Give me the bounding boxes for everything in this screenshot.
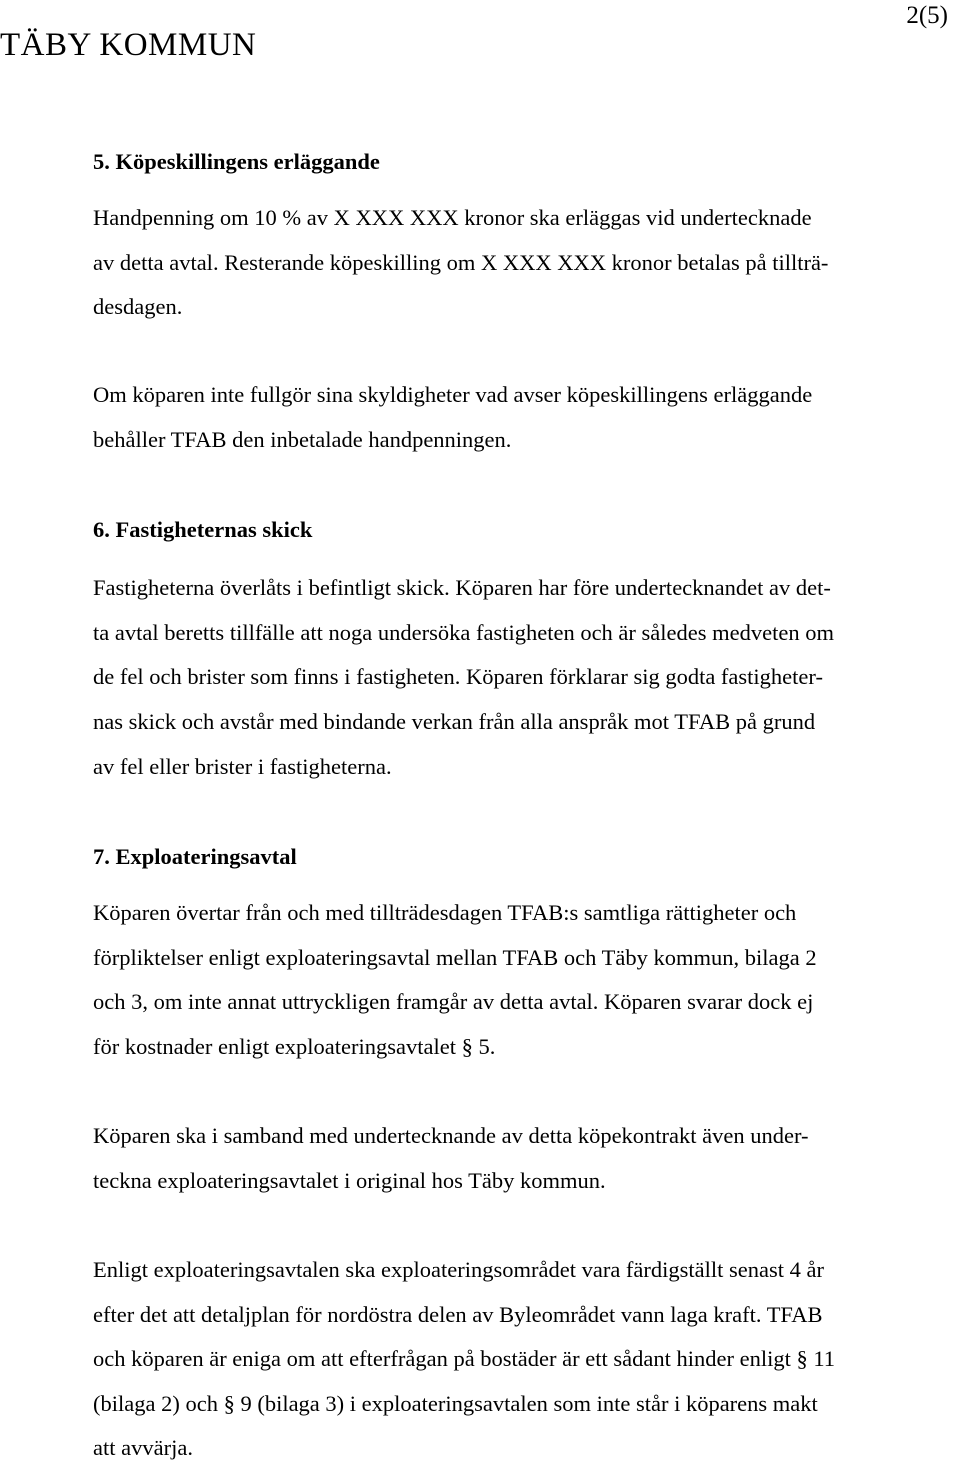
text-line: (bilaga 2) och § 9 (bilaga 3) i exploateringsavtalen som inte står i köparens makt [93,1391,818,1416]
text-line: Köparen övertar från och med tillträdesdagen TFAB:s samtliga rättigheter och [93,900,797,925]
text-line: nas skick och avstår med bindande verkan från alla anspråk mot TFAB på grund [93,709,816,734]
text-line: och 3, om inte annat uttryckligen framgår av detta avtal. Köparen svarar dock ej [93,989,814,1014]
text-line: de fel och brister som finns i fastigheten. Köparen förklarar sig godta fastigheter- [93,664,823,689]
text-line: förpliktelser enligt exploateringsavtal mellan TFAB och Täby kommun, bilaga 2 [93,945,817,970]
text-line: och köparen är eniga om att efterfrågan på bostäder är ett sådant hinder enligt § 11 [93,1346,835,1371]
text-line: för kostnader enligt exploateringsavtalet § 5. [93,1034,496,1059]
text-line: Handpenning om 10 % av X XXX XXX kronor ska erläggas vid undertecknade [93,205,812,230]
text-line: att avvärja. [93,1435,193,1460]
page-number: 2(5) [906,2,948,29]
text-line: av detta avtal. Resterande köpeskilling om X XXX XXX kronor betalas på tillträ- [93,250,829,275]
text-line: Fastigheterna överlåts i befintligt skick. Köparen har före undertecknandet av det- [93,575,831,600]
text-line: teckna exploateringsavtalet i original hos Täby kommun. [93,1168,606,1193]
text-line: av fel eller brister i fastigheterna. [93,754,392,779]
text-line: ta avtal beretts tillfälle att noga undersöka fastigheten och är således medveten om [93,620,834,645]
section-heading: 6. Fastigheternas skick [93,517,313,542]
section-heading: 7. Exploateringsavtal [93,844,297,869]
text-line: desdagen. [93,294,183,319]
text-line: Enligt exploateringsavtalen ska exploateringsområdet vara färdigställt senast 4 år [93,1257,824,1282]
text-line: efter det att detaljplan för nordöstra delen av Byleområdet vann laga kraft. TFAB [93,1302,823,1327]
text-line: Om köparen inte fullgör sina skyldigheter vad avser köpeskillingens erläggande [93,382,813,407]
organization-name: TÄBY KOMMUN [0,27,257,63]
text-line: Köparen ska i samband med undertecknande av detta köpekontrakt även under- [93,1123,809,1148]
text-line: behåller TFAB den inbetalade handpenningen. [93,427,512,452]
section-heading: 5. Köpeskillingens erläggande [93,149,380,174]
